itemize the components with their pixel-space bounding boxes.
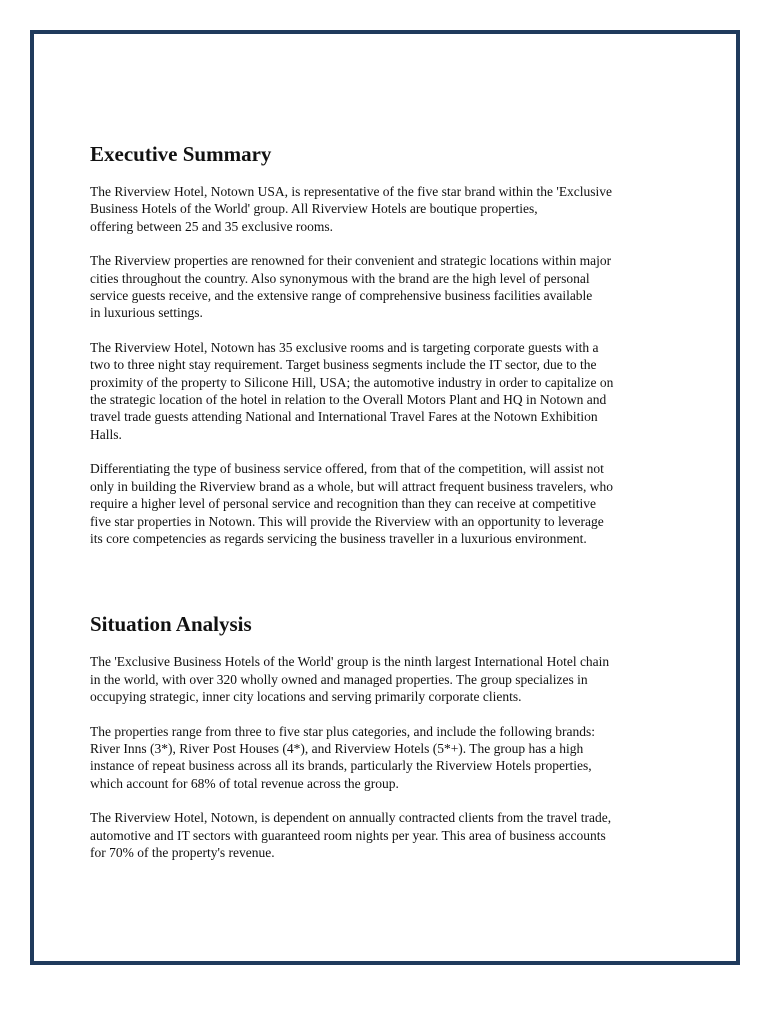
executive-summary-paragraph: Differentiating the type of business service offered, from that of the competition, will assist not only in building the Riverview brand as a whole, but will attract frequent business travelers, who require a higher level of personal service and recognition than they can receive at competitive five star properties in Notown. This will provide the Riverview with an opportunity to leverage its core competencies as regards servicing the business traveller in a luxurious environment. (90, 461, 613, 546)
executive-summary-heading: Executive Summary (90, 142, 272, 166)
situation-analysis-paragraph: The 'Exclusive Business Hotels of the World' group is the ninth largest International Hotel chain in the world, with over 320 wholly owned and managed properties. The group specializes in occupying strategic, inner city locations and serving primarily corporate clients. (90, 654, 610, 705)
situation-analysis-paragraph: The properties range from three to five star plus categories, and include the following brands: River Inns (3*), River Post Houses (4*), and Riverview Hotels (5*+). The group has a high instance of repeat business across all its brands, particularly the Riverview Hotels properties, which account for 68% of total revenue across the group. (90, 723, 595, 791)
situation-analysis-paragraph: The Riverview Hotel, Notown, is dependent on annually contracted clients from the travel trade, automotive and IT sectors with guaranteed room nights per year. This area of business accounts for 70% of the property's revenue. (90, 810, 612, 860)
executive-summary-paragraph: The Riverview Hotel, Notown USA, is representative of the five star brand within the 'Exclusive Business Hotels of the World' group. All Riverview Hotels are boutique properties, offering between 25 and 35 exclusive rooms. (90, 184, 613, 234)
executive-summary-paragraph: The Riverview properties are renowned for their convenient and strategic locations within major cities throughout the country. Also synonymous with the brand are the high level of personal service guests receive, and the extensive range of comprehensive business facilities available in luxurious settings. (90, 253, 612, 321)
document-body (90, 140, 680, 861)
executive-summary-paragraph: The Riverview Hotel, Notown has 35 exclusive rooms and is targeting corporate guests with a two to three night stay requirement. Target business segments include the IT sector, due to the proximity of the property to Silicone Hill, USA; the automotive industry in order to capitalize on the strategic location of the hotel in relation to the Overall Motors Plant and HQ in Notown and travel trade guests attending National and International Travel Fares at the Notown Exhibition Halls. (90, 339, 614, 442)
situation-analysis-heading: Situation Analysis (90, 612, 252, 637)
